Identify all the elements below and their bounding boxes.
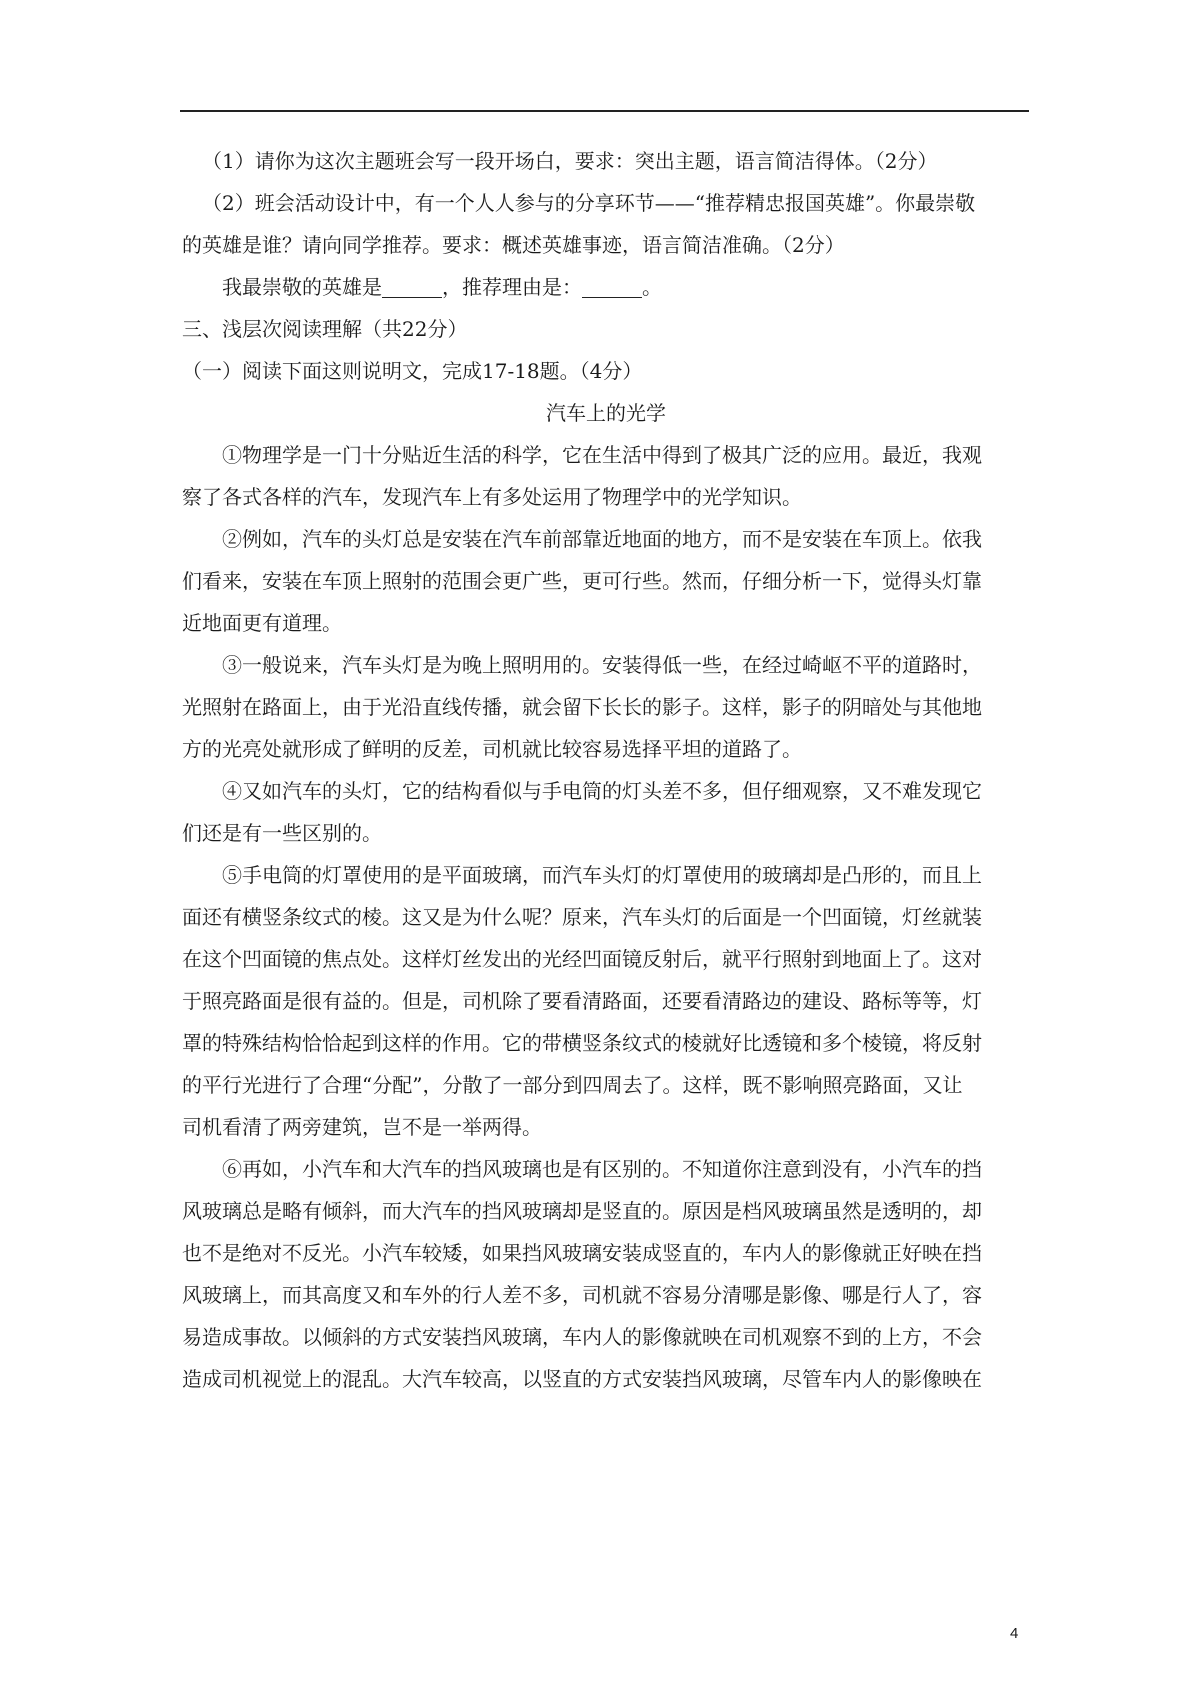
article-line: 近地面更有道理。 bbox=[182, 611, 342, 635]
question-1: （1）请你为这次主题班会写一段开场白，要求：突出主题，语言简洁得体。（2分） bbox=[202, 149, 938, 173]
fill-text-3: 。 bbox=[642, 275, 662, 299]
article-title: 汽车上的光学 bbox=[546, 401, 666, 425]
article-line: 在这个凹面镜的焦点处。这样灯丝发出的光经凹面镜反射后，就平行照射到地面上了。这对 bbox=[182, 947, 982, 971]
answer-blank-hero[interactable] bbox=[382, 273, 442, 298]
answer-blank-reason[interactable] bbox=[582, 273, 642, 298]
article-line: ⑤手电筒的灯罩使用的是平面玻璃，而汽车头灯的灯罩使用的玻璃却是凸形的，而且上 bbox=[222, 863, 982, 887]
article-line: 面还有横竖条纹式的棱。这又是为什么呢？原来，汽车头灯的后面是一个凹面镜，灯丝就装 bbox=[182, 905, 982, 929]
article-line: ⑥再如，小汽车和大汽车的挡风玻璃也是有区别的。不知道你注意到没有，小汽车的挡 bbox=[222, 1157, 982, 1181]
article-line: 风玻璃总是略有倾斜，而大汽车的挡风玻璃却是竖直的。原因是档风玻璃虽然是透明的，却 bbox=[182, 1199, 982, 1223]
page-number: 4 bbox=[1010, 1625, 1019, 1642]
fill-text-2: ，推荐理由是： bbox=[442, 275, 582, 299]
fill-text-1: 我最崇敬的英雄是 bbox=[222, 275, 382, 299]
article-line: 司机看清了两旁建筑，岂不是一举两得。 bbox=[182, 1115, 542, 1139]
question-2-line-2: 的英雄是谁？请向同学推荐。要求：概述英雄事迹，语言简洁准确。（2分） bbox=[182, 233, 845, 257]
article-line: 风玻璃上，而其高度又和车外的行人差不多，司机就不容易分清哪是影像、哪是行人了，容 bbox=[182, 1283, 982, 1307]
article-line: 也不是绝对不反光。小汽车较矮，如果挡风玻璃安装成竖直的，车内人的影像就正好映在挡 bbox=[182, 1241, 982, 1265]
question-2-line-1: （2）班会活动设计中，有一个人人参与的分享环节——“推荐精忠报国英雄”。你最崇敬 bbox=[202, 191, 976, 215]
article-line: 方的光亮处就形成了鲜明的反差，司机就比较容易选择平坦的道路了。 bbox=[182, 737, 802, 761]
section-subheading: （一）阅读下面这则说明文，完成17-18题。（4分） bbox=[182, 359, 643, 383]
article-line: 罩的特殊结构恰恰起到这样的作用。它的带横竖条纹式的棱就好比透镜和多个棱镜，将反射 bbox=[182, 1031, 982, 1055]
article-line: 察了各式各样的汽车，发现汽车上有多处运用了物理学中的光学知识。 bbox=[182, 485, 802, 509]
article-line: 易造成事故。以倾斜的方式安装挡风玻璃，车内人的影像就映在司机观察不到的上方，不会 bbox=[182, 1325, 982, 1349]
article-line: ②例如，汽车的头灯总是安装在汽车前部靠近地面的地方，而不是安装在车顶上。依我 bbox=[222, 527, 982, 551]
article-line: ④又如汽车的头灯，它的结构看似与手电筒的灯头差不多，但仔细观察，又不难发现它 bbox=[222, 779, 982, 803]
article-line: ①物理学是一门十分贴近生活的科学，它在生活中得到了极其广泛的应用。最近，我观 bbox=[222, 443, 982, 467]
article-line: 造成司机视觉上的混乱。大汽车较高，以竖直的方式安装挡风玻璃，尽管车内人的影像映在 bbox=[182, 1367, 982, 1391]
article-line: 们看来，安装在车顶上照射的范围会更广些，更可行些。然而，仔细分析一下，觉得头灯靠 bbox=[182, 569, 982, 593]
article-line: 们还是有一些区别的。 bbox=[182, 821, 382, 845]
fill-in-line bbox=[182, 266, 1030, 308]
page-content bbox=[182, 140, 1030, 1400]
header-rule bbox=[180, 110, 1029, 112]
article-line: 光照射在路面上，由于光沿直线传播，就会留下长长的影子。这样，影子的阴暗处与其他地 bbox=[182, 695, 982, 719]
article-line: 于照亮路面是很有益的。但是，司机除了要看清路面，还要看清路边的建设、路标等等，灯 bbox=[182, 989, 982, 1013]
article-line: ③一般说来，汽车头灯是为晚上照明用的。安装得低一些，在经过崎岖不平的道路时， bbox=[222, 653, 982, 677]
article-line: 的平行光进行了合理“分配”，分散了一部分到四周去了。这样，既不影响照亮路面，又让 bbox=[182, 1073, 963, 1097]
section-heading: 三、浅层次阅读理解（共22分） bbox=[182, 317, 468, 341]
